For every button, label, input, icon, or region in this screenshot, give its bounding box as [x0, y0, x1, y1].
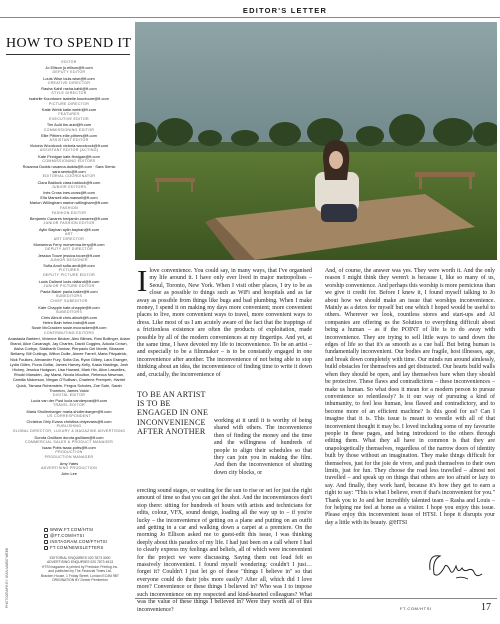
staff-role: ART [64, 231, 74, 236]
staff-name: Susie McCracken susie.mccracken@ft.com [31, 325, 107, 331]
header-rule [0, 17, 500, 18]
staff-role: COMMISSIONING EDITOR [43, 127, 95, 132]
staff-role: PICTURES [58, 268, 80, 273]
social-link-newsletters[interactable] [44, 545, 130, 551]
staff-role: DEPUTY ART DIRECTOR [45, 247, 93, 252]
enquiries-line: ADVERTISING ENQUIRIES 020 7873 4613 [46, 560, 114, 565]
staff-role: PRODUCTION MANAGER [44, 455, 94, 460]
article-text-col2: And, of course, the answer was yes. They were worth it. And the only reason I might think they weren't is because I, like so many of us, worship convenience. And perhaps this worship is more pernicious than we give it credit for. Before I knew it, I found myself talking to Jo about how we should make an issue that worships inconvenience. Mainly as a detox for myself but one which I hoped would be useful to others. Wherever we look, countless stores and start-ups and AI companies are offering us the Solution to everything difficult about being a human – as if the POINT of life is to do away with inconvenience. They are trying to sell little ways to sand down the edges of life so that it's as smooth as a cue ball. But being human is fundamentally inconvenient. Our bodies are fragile, host illnesses, age, and break down completely with time. Our minds run around aimlessly, build obstacles for themselves and get distracted. Our hearts build walls when they should be open, and lay themselves bare when they should be protective. These flaws and contradictions – these inconveniences – make us human. So what does it mean for a modern person to pursue convenience so relentlessly? Is it our way of pursuing a kind of inhumanity, to feel less human, less flawed and contradictory, and to become more of an efficient machine? Is this good for us? Can I imagine that it is. This issue is meant to wrestle with all of that inconvenient thought it may be. I loved including some of my favourite people in these pages, and being introduced to the others through editing them. What they all have in common is that they are unapologetically themselves, regardless of the narrow doors of identity built by those without an imagination. They make things difficult for themselves, just for the joie de vivre, and push themselves to their own limits, just for fun. They choose the road less travelled – almost not travelled – and speak up on things that others are too afraid or lazy to say. And finally, they work hard, because it's how they get to earn a right to say: "This is what I believe, even if that's inconvenient for you." Thank you to Jo and her incredibly talented team – Rasha and Louis – for helping me feel at home as a visitor. I hope you enjoy this issue. Please enjoy this inconvenient issue of HTSI. I hope it disrupts your day a little with its beauty. @HTSI [325, 268, 495, 526]
staff-role: JUNIOR EDITORS [51, 184, 87, 189]
masthead-title: HOW TO SPEND IT [6, 36, 132, 51]
signature [426, 548, 486, 582]
enquiries-line: EDITORIAL ENQUIRIES 020 7873 3000 [49, 556, 111, 560]
globe-icon [44, 528, 48, 532]
staff-role: US CORRESPONDENT [47, 413, 91, 418]
staff-name: Ellie Pithers ellie.pithers@ft.com [41, 132, 97, 138]
staff-name: Rasha Kahil rasha.kahil@ft.com [41, 86, 97, 92]
social-label-ft: @FT.COM/HTSI [50, 533, 85, 538]
footer-rule [135, 598, 497, 599]
article-text-col1-tail: erecting sound stages, or waiting for the sun to rise or set for just the right amount of time so that you can get the shot. And the inconveniences don't stop there: sitting for hundreds of hours with artists and technicians for edits, colour, VFX, sound design, loading all the way up to – if you're lucky – the inconvenience of getting on a plane and putting on an outfit and getting in a car and walking down a carpet at a premiere. On the morning Jo Ellison asked me to guest-edit this issue, I was thinking deeply about this paradox of my life. I had just been on a call where I had to clearly express my feelings and beliefs, all of which were inconvenient for the project we were discussing. Saying them out loud felt so massively inconvenient. I found myself wondering: couldn't I just… forget it? Couldn't I just let go of these "things I believe in" so that everyone could do their jobs more easily? After all, which did I love more? Convenience or these things I believed in? Who was I to impose such inconvenience on my respected and kind-hearted colleagues? What was the value of these things I believed in? Were they worth all of this inconvenience? [137, 488, 312, 613]
staff-name: Maria Shollenbarger maria.shollenbarger@ft.com [26, 408, 112, 414]
staff-role: FEATURES [58, 112, 80, 117]
staff-name: Isaac Potts isaac.potts@ft.com [42, 445, 96, 451]
staff-role: SUBEDITORS [55, 309, 83, 314]
staff-role: ASSISTANT EDITOR [49, 138, 89, 143]
article-text-wrap: working at it until it is worthy of being shared with others. The inconvenience then of finding the money and the time and the willingness of hundreds of people to align their schedules so that they can join you in making the film. And then the inconvenience of shutting down city blocks, or [214, 418, 312, 476]
staff-name: Amy Yates [59, 460, 79, 466]
staff-role: EDITORIAL COORDINATOR [42, 174, 96, 179]
staff-name: Helen Bain helen.bain@ft.com [42, 320, 96, 326]
enquiries-line: and published by The Financial Times Ltd, [48, 569, 112, 574]
staff-role: DEPUTY EDITOR [52, 70, 86, 75]
staff-name: Dorota Gwilliam dorota.gwilliam@ft.com [34, 434, 104, 440]
staff-name: Kate Chapple kate.chapple@ft.com [38, 304, 100, 310]
staff-role: PRODUCTION [55, 450, 83, 455]
photo-credit-text: PHOTOGRAPH BY JEAN-MARIE WEBB [5, 547, 9, 608]
staff-name: Paola Baker paola.baker@ft.com [40, 288, 98, 294]
staff-name: Isabelle Kountoure isabelle.kountoure@ft.com [29, 96, 109, 102]
staff-name: Anastasia Barbieri, Vivienne Becker, Alex Bilmes, Rosi Bollinger, Adam Brand, Alice Cavanagh, Jay Charles, David Coggins, Aduola Crown, Aisha Corbyn, Siddharth Dunbar, Pierpaolo Del Monte, Blossom Bellamy, Bill Cuttings, Wilton Dollie, Aimee Farrell, Maria Fitzpatrick, Nick Foulkes, Alexander Fury, Sofia Gia, Ryan Gilbey, Lara Granger, Lydia Gillen, Fiona Golfar, James Harvey-Kelly, Kasia Hastings, Josh Hickey, Jessica Hodgson, Lisa Howard, Mark Hix, Alice Lascelles, Rhodri Marsden, Jay Mansi, Nicola Moulton, Rebecca Newman, Camilla Nickerson, Megan O'Sullivan, Charlene Prempeh, Harriet Quick, Tamara Rubenstein, Fergus Scholes, Zoe Sutn, Sarah Thornton, James Vukić [8, 335, 130, 393]
staff-role: JUNIOR PICTURE EDITOR [43, 283, 95, 288]
staff-role: STYLE DIRECTOR [51, 91, 87, 96]
staff-role: CHIEF SUBEDITOR [50, 299, 88, 304]
staff-role: FASHION [60, 205, 78, 210]
staff-role: TRAVEL EDITOR [53, 403, 85, 408]
signature-graphic [426, 548, 486, 582]
article-column-1 [137, 263, 312, 379]
staff-name: Louis Dalland louis.dalland@ft.com [38, 278, 100, 284]
staff-role: JUNIOR DESIGNER [50, 257, 88, 262]
staff-role: DEPUTY PICTURE EDITOR [42, 273, 96, 278]
staff-role: COMMERCIAL SALES & PRODUCT MANAGER [24, 439, 114, 444]
cover-photo [135, 22, 497, 260]
article-column-2 [325, 268, 495, 527]
staff-role: GLOBAL DIRECTOR, LUXURY & MAGAZINE ADVERTISING [12, 429, 126, 434]
staff-name: Clara Baldock clara.baldock@ft.com [37, 179, 101, 185]
article-column-1-tail [137, 488, 312, 614]
staff-role: CONTRIBUTING EDITORS [43, 330, 95, 335]
staff-name: John Lee [60, 471, 77, 477]
staff-name: Marion Willingham marion.willingham@ft.com [29, 200, 109, 206]
staff-role: DIGITAL EDITOR [52, 393, 86, 397]
staff-role: EDITOR [61, 60, 77, 64]
staff-name: Rosanna Dodds rosanna.dodds@ft.com · Sara Semic sara.semic@ft.com [22, 164, 116, 175]
page-number: 17 [481, 602, 491, 613]
staff-name: Benjamin Canares benjamin.canares@ft.com [29, 216, 109, 222]
social-label-newsletters: FT.COM/NEWSLETTERS [50, 545, 104, 550]
staff-name: Tim Auld tim.auld@ft.com [46, 122, 92, 128]
enquiries-line: Bracken House, 1 Friday Street, London EC4M 9BT [40, 573, 120, 578]
staff-role: ASSISTANT EDITOR (ACTING) [39, 148, 99, 153]
staff-role: PICTURE DIRECTOR [48, 101, 90, 106]
photo-illustration [135, 22, 497, 260]
staff-name: Louis Wise louis.wise@ft.com [43, 75, 95, 81]
footer-site[interactable]: FT.COM/HTSI [400, 606, 432, 611]
staff-name: Lucia van der Post lucia.vanderpost@ft.com [30, 398, 108, 404]
staff-name: Katie Webb katie.webb@ft.com [41, 106, 97, 112]
section-header: EDITOR'S LETTER [242, 6, 328, 15]
staff-role: JUNIOR FASHION EDITOR [43, 221, 95, 226]
staff-list [8, 60, 130, 476]
staff-name: Morwenna Ferry morwenna.ferry@ft.com [33, 242, 105, 248]
staff-name: Kate Finnigan kate.finnigan@ft.com [38, 153, 100, 159]
staff-name: Ella Mansell ella.mansell@ft.com [40, 195, 98, 201]
staff-role: COMMISSIONING EDITORS [42, 158, 96, 163]
instagram-icon [44, 540, 48, 544]
enquiries-line: ORIGINATION BY Dexter Pemberton [51, 578, 109, 583]
staff-role: CREATIVE DIRECTOR [47, 80, 91, 85]
staff-name: Jo Ellison jo.ellison@ft.com [45, 65, 93, 71]
staff-role: ART DIRECTOR [53, 236, 85, 241]
staff-role: FASHION EDITOR [51, 210, 87, 215]
masthead-rule [6, 54, 130, 55]
staff-role: EXECUTIVE EDITOR [49, 117, 89, 122]
photo-credit [3, 538, 11, 608]
social-label-web: WWW.FT.COM/HTSI [50, 527, 94, 532]
instagram-icon [44, 534, 48, 538]
staff-name: Sofia Anoll sofia.anoll@ft.com [43, 262, 95, 268]
staff-name: Inès Cross ines.cross@ft.com [43, 190, 95, 196]
staff-name: Chris Allnutt chris.allnutt@ft.com [40, 314, 98, 320]
staff-name: Christina Ohly Evans christina.ohlyevans@ft.com [26, 419, 112, 425]
dropcap: I [137, 263, 148, 298]
enquiries-block [30, 556, 130, 582]
social-links [44, 527, 130, 551]
staff-name: Victoria Woodcock victoria.woodcock@ft.com [29, 143, 109, 149]
article-text-col1: love convenience. You could say, in many ways, that I've organised my life around it. I have only ever lived in major metropolises – Seoul, Toronto, New York. When I visit other places, I try to be as close as possible to things such as WiFi and hospitals and as far away as possible from things like bugs and bad plumbing. When I make money, I spend it on making my days more convenient; more convenient places to live, more convenient ways to travel, more convenient ways to dress. Like most of us I am acutely aware of the fact that the trappings of a frictionless existence are often the products of exploitation, made possible by all of the modern conveniences at my fingertips. And yet, at the same time, I have devoted my life to inconvenience. To be an artist – and especially to be a filmmaker – is to be constantly engaged in one inconvenience after another. The inconvenience of not being able to stop thinking about an idea, the inconvenience of finding time to write it down and, crucially, the inconvenience of [137, 268, 312, 378]
staff-name: Aylin Bayhan aylin.bayhan@ft.com [38, 226, 100, 232]
mail-icon [44, 546, 48, 550]
staff-role: SUBEDITORS [55, 294, 83, 299]
staff-name: Jessica Tooze jessica.tooze@ft.com [37, 252, 101, 258]
staff-role: ADVERTISING PRODUCTION [40, 465, 98, 470]
social-label-instagram: INSTAGRAM.COM/FTHTSI [50, 539, 108, 544]
staff-role: PUBLISHING [56, 424, 82, 429]
pull-quote: TO BE AN ARTIST IS TO BE ENGAGED IN ONE INCONVENIENCE AFTER ANOTHER [137, 390, 209, 436]
enquiries-line: HTSI magazine is printed by Precision Printing Inc. [41, 564, 119, 569]
